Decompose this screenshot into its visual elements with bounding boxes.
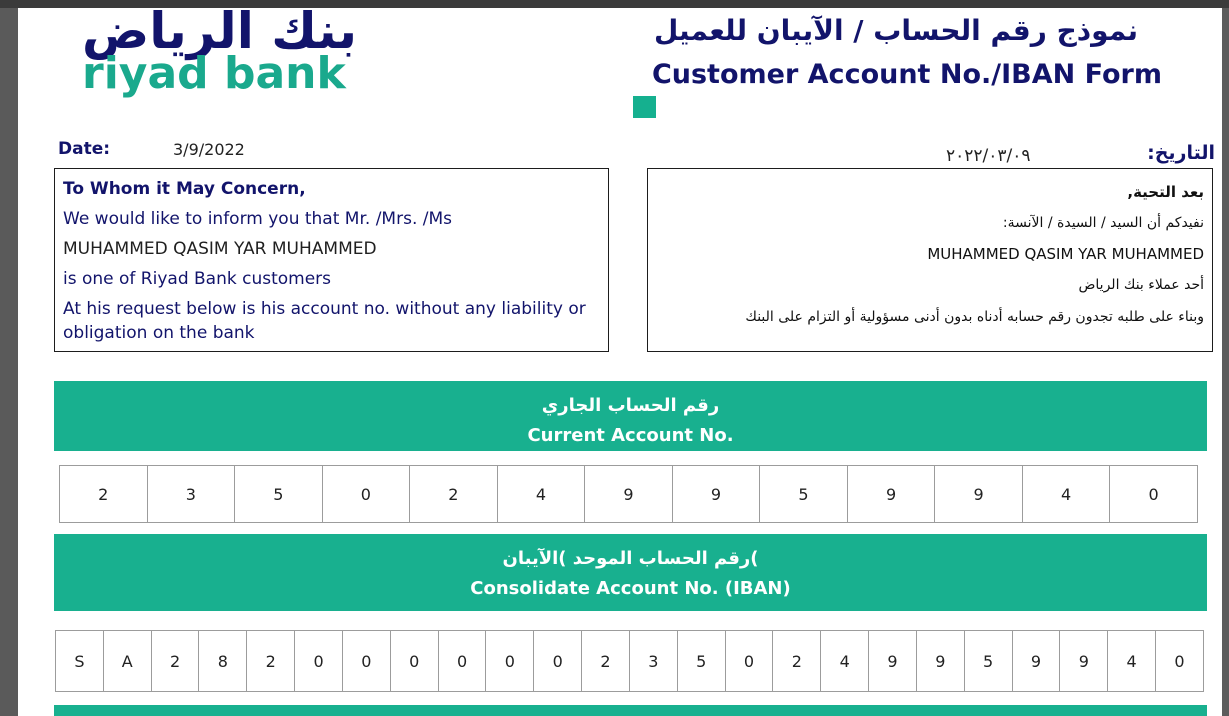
- digit-cell: 0: [343, 631, 391, 691]
- bank-logo-english: riyad bank: [82, 48, 346, 99]
- iban-label-english: Consolidate Account No. (IBAN): [470, 578, 791, 599]
- digit-cell: 0: [439, 631, 487, 691]
- date-value: 3/9/2022: [173, 140, 245, 159]
- digit-cell: 4: [821, 631, 869, 691]
- letter-greeting: To Whom it May Concern,: [63, 179, 306, 199]
- digit-cell: 2: [152, 631, 200, 691]
- bank-logo-arabic: بنك الرياض: [82, 8, 357, 60]
- letter-line: is one of Riyad Bank customers: [63, 269, 332, 289]
- form-title-arabic: نموذج رقم الحساب / الآيبان للعميل: [654, 14, 1138, 47]
- letter-greeting-arabic: بعد التحية,: [1127, 183, 1204, 201]
- letter-line-arabic: أحد عملاء بنك الرياض: [1078, 277, 1204, 293]
- digit-cell: 3: [630, 631, 678, 691]
- digit-cell: 0: [486, 631, 534, 691]
- date-label: Date:: [58, 139, 111, 159]
- digit-cell: 5: [965, 631, 1013, 691]
- digit-cell: 5: [760, 466, 848, 522]
- date-value-arabic: ٢٠٢٢/٠٣/٠٩: [946, 146, 1031, 166]
- date-label-arabic: التاريخ:: [1147, 142, 1215, 164]
- digit-cell: 0: [726, 631, 774, 691]
- digit-cell: 5: [235, 466, 323, 522]
- teal-square-marker: [633, 96, 656, 118]
- digit-cell: 0: [391, 631, 439, 691]
- letter-line: obligation on the bank: [63, 323, 255, 343]
- digit-cell: 4: [1108, 631, 1156, 691]
- digit-cell: 5: [678, 631, 726, 691]
- digit-cell: 3: [148, 466, 236, 522]
- iban-label-arabic: )رقم الحساب الموحد )الآيبان: [502, 548, 759, 569]
- iban-characters: [55, 630, 1204, 692]
- customer-name: MUHAMMED QASIM YAR MUHAMMED: [63, 239, 377, 259]
- digit-cell: 9: [935, 466, 1023, 522]
- digit-cell: S: [56, 631, 104, 691]
- document-page: [18, 8, 1222, 716]
- digit-cell: 0: [323, 466, 411, 522]
- digit-cell: 2: [247, 631, 295, 691]
- viewer-top-bar: [0, 0, 1229, 8]
- digit-cell: 0: [1148, 484, 1159, 504]
- digit-cell: 0: [295, 631, 343, 691]
- letter-arabic-box: [647, 168, 1213, 352]
- current-account-label-arabic: رقم الحساب الجاري: [541, 395, 720, 416]
- digit-cell: 2: [410, 466, 498, 522]
- next-section-header: [54, 705, 1207, 716]
- digit-cell: 9: [585, 466, 673, 522]
- current-account-header: [54, 381, 1207, 451]
- digit-cell: 9: [1060, 631, 1108, 691]
- digit-cell: 2: [773, 631, 821, 691]
- digit-cell: 9: [673, 466, 761, 522]
- letter-line-arabic: وبناء على طلبه تجدون رقم حسابه أدناه بدون أدنى مسؤولية أو التزام على البنك: [745, 309, 1204, 325]
- digit-cell: 2: [582, 631, 630, 691]
- form-title-english: Customer Account No./IBAN Form: [651, 59, 1162, 90]
- digit-cell: 9: [1013, 631, 1061, 691]
- digit-cell: A: [104, 631, 152, 691]
- current-account-digits: [59, 465, 1198, 523]
- digit-cell: 9: [869, 631, 917, 691]
- letter-line-arabic: نفيدكم أن السيد / السيدة / الآنسة:: [1002, 215, 1204, 231]
- customer-name-arabic-section: MUHAMMED QASIM YAR MUHAMMED: [927, 245, 1204, 263]
- digit-cell: 4: [498, 466, 586, 522]
- letter-line: We would like to inform you that Mr. /Mrs. /Ms: [63, 209, 452, 229]
- digit-cell: 8: [199, 631, 247, 691]
- digit-cell: 9: [848, 466, 936, 522]
- digit-cell: 2: [60, 466, 148, 522]
- viewer-scrollbar[interactable]: [1222, 8, 1229, 716]
- iban-header: [54, 534, 1207, 611]
- letter-english-box: [54, 168, 609, 352]
- letter-line: At his request below is his account no. without any liability or: [63, 299, 586, 319]
- digit-cell: 0: [534, 631, 582, 691]
- digit-cell: 0: [1174, 651, 1185, 671]
- digit-cell: 9: [917, 631, 965, 691]
- digit-cell: 4: [1023, 466, 1111, 522]
- current-account-label-english: Current Account No.: [527, 425, 734, 446]
